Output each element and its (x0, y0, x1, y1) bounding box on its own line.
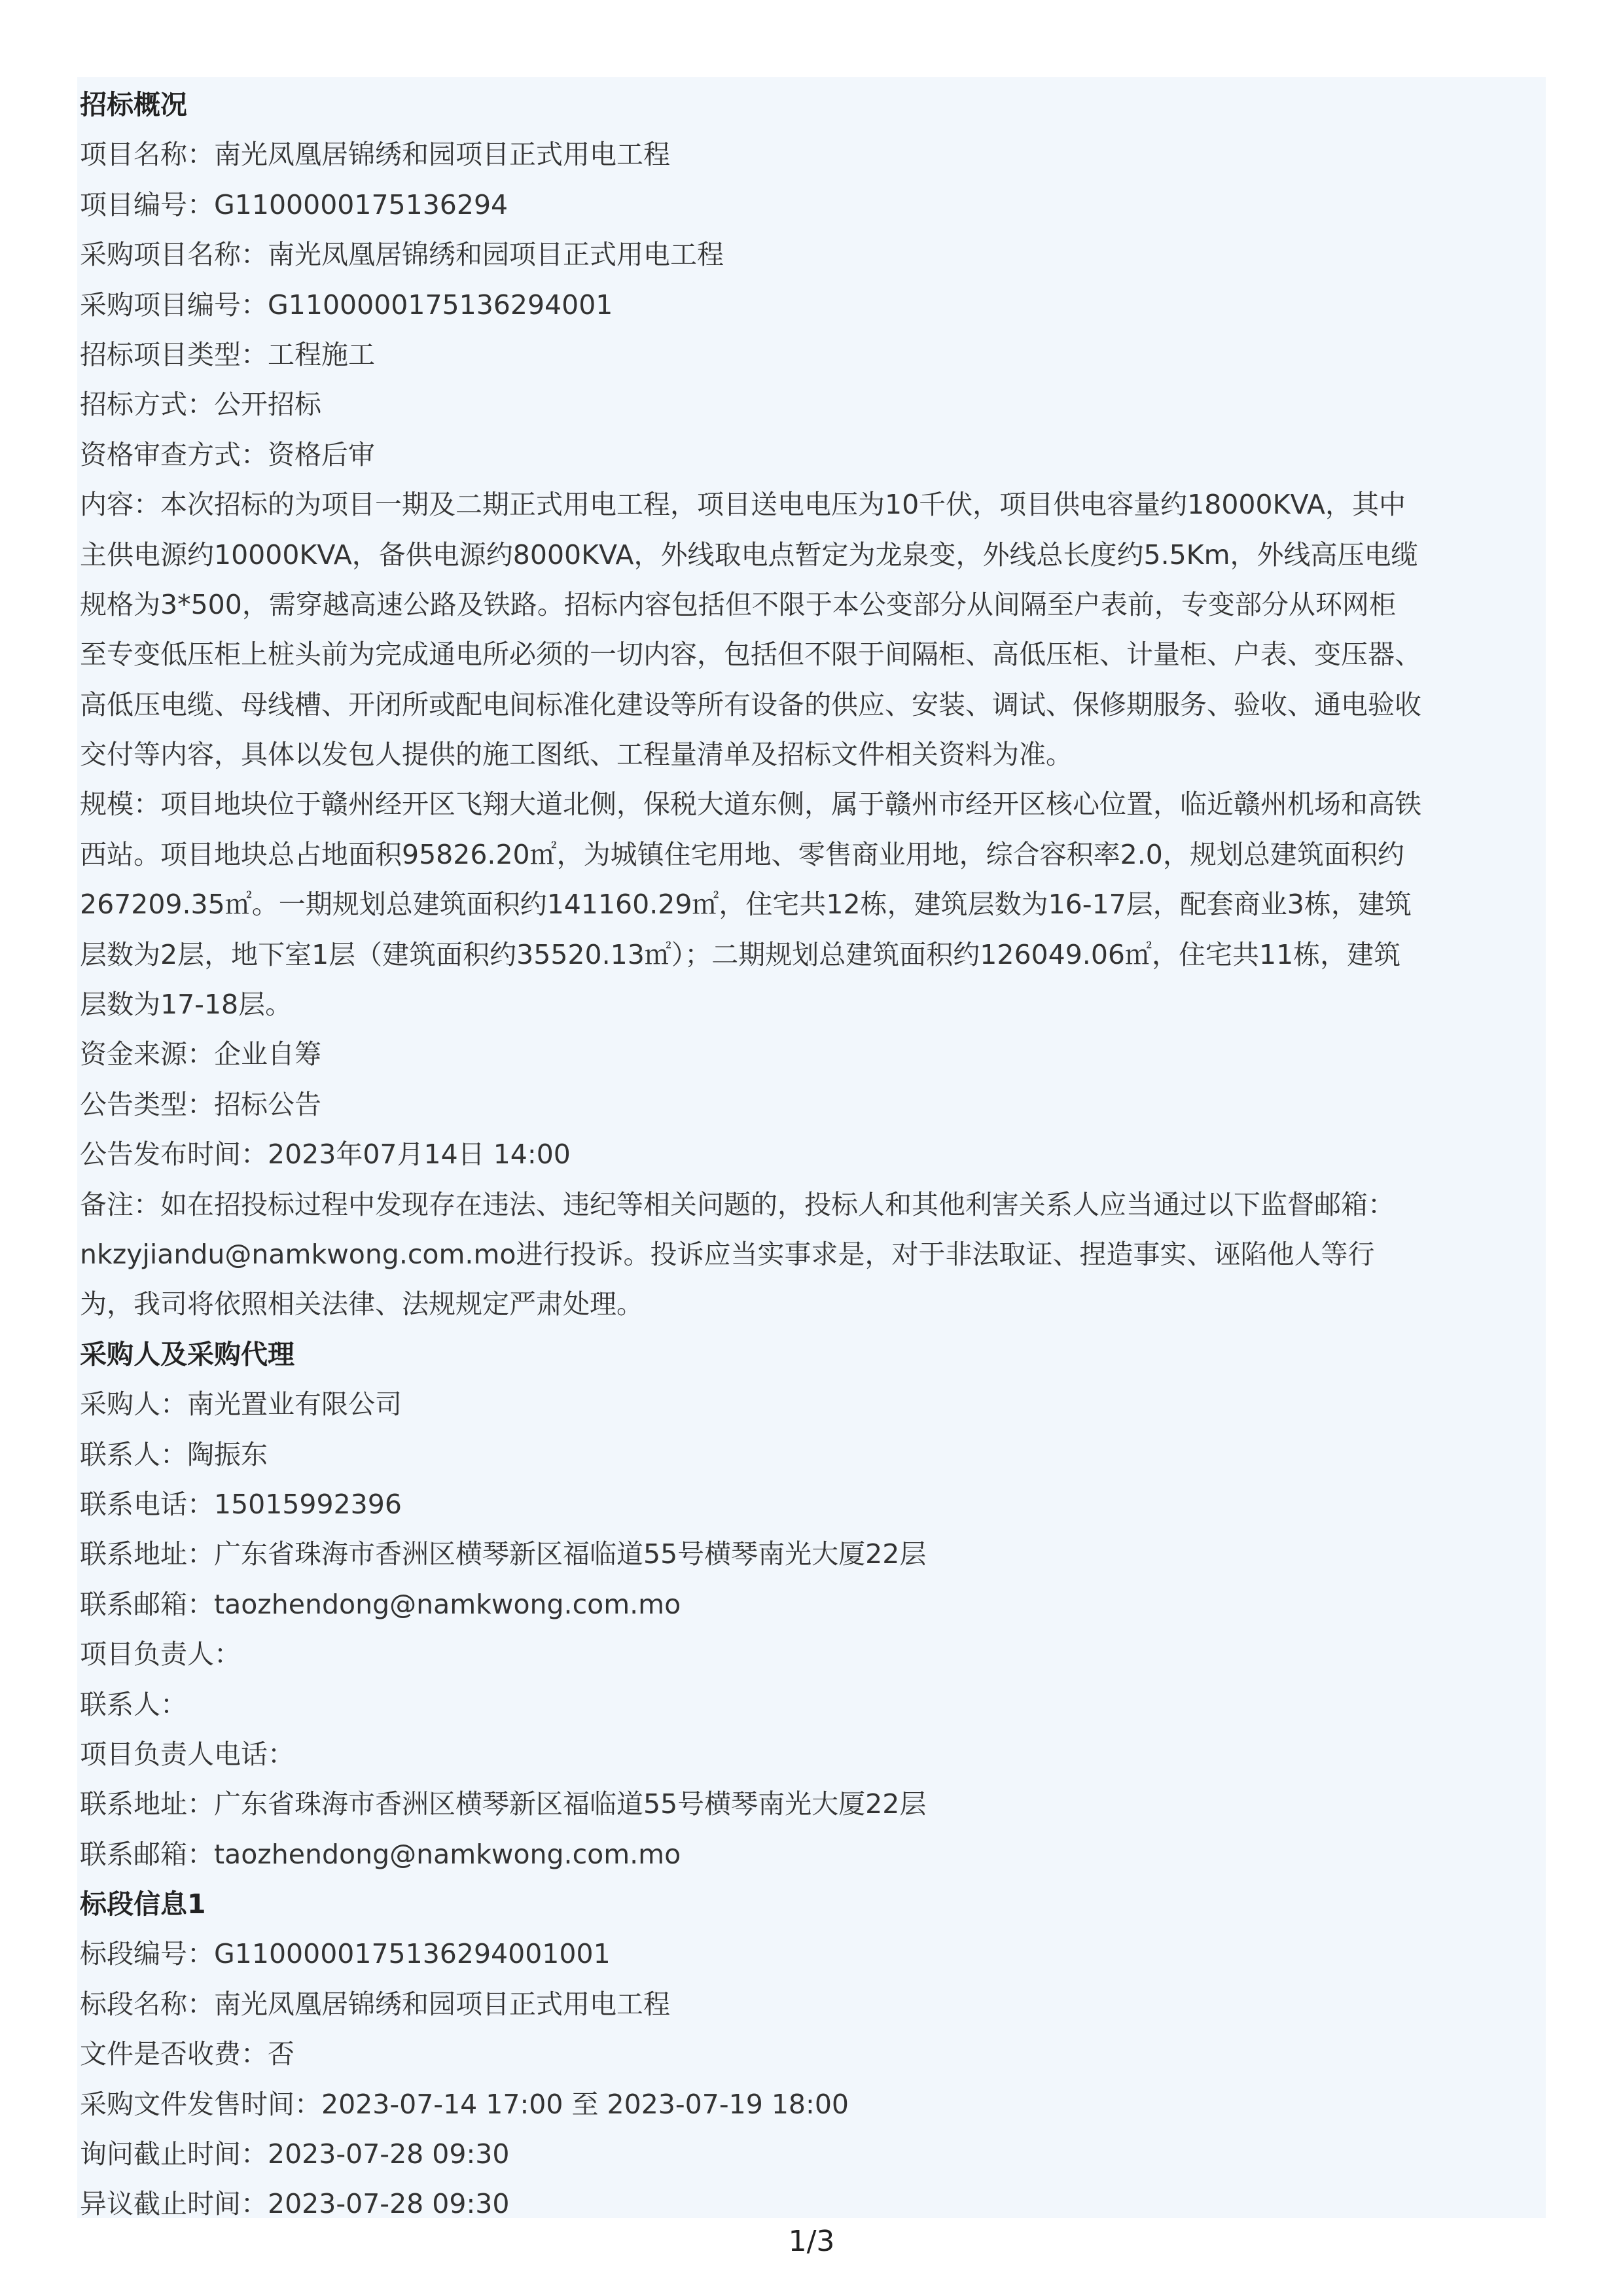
remark-line: 为，我司将依照相关法律、法规规定严肃处理。 (80, 1288, 643, 1320)
document-sale-time: 采购文件发售时间：2023-07-14 17:00 至 2023-07-19 18:00 (80, 2088, 849, 2120)
section-title-purchaser: 采购人及采购代理 (80, 1338, 294, 1370)
remark-line: 备注：如在招投标过程中发现存在违法、违纪等相关问题的，投标人和其他利害关系人应当通过以下监督邮箱： (80, 1188, 1395, 1220)
project-name: 项目名称：南光凤凰居锦绣和园项目正式用电工程 (80, 139, 670, 171)
remark-paragraph (80, 1180, 1546, 1330)
objection-deadline: 异议截止时间：2023-07-28 09:30 (80, 2188, 510, 2220)
purchaser-email: 联系邮箱：taozhendong@namkwong.com.mo (80, 1588, 681, 1620)
inquiry-deadline: 询问截止时间：2023-07-28 09:30 (80, 2138, 510, 2170)
content-line: 内容：本次招标的为项目一期及二期正式用电工程，项目送电电压为10千伏，项目供电容量约18000KVA，其中 (80, 489, 1406, 521)
agent-address: 联系地址：广东省珠海市香洲区横琴新区福临道55号横琴南光大厦22层 (80, 1788, 927, 1820)
section-title-overview: 招标概况 (80, 89, 187, 120)
content-paragraph (80, 480, 1546, 779)
project-number: 项目编号：G1100000175136294 (80, 188, 508, 221)
notice-type: 公告类型：招标公告 (80, 1088, 321, 1120)
purchase-project-name: 采购项目名称：南光凤凰居锦绣和园项目正式用电工程 (80, 239, 724, 271)
scale-line: 西站。项目地块总占地面积95826.20㎡，为城镇住宅用地、零售商业用地，综合容积率2.0，规划总建筑面积约 (80, 838, 1404, 870)
section-title-lot-1: 标段信息1 (80, 1888, 206, 1920)
funding-source: 资金来源：企业自筹 (80, 1038, 321, 1070)
purchaser-address: 联系地址：广东省珠海市香洲区横琴新区福临道55号横琴南光大厦22层 (80, 1538, 927, 1570)
agent-email: 联系邮箱：taozhendong@namkwong.com.mo (80, 1838, 681, 1870)
project-leader-phone: 项目负责人电话： (80, 1738, 294, 1770)
scale-paragraph (80, 779, 1546, 1029)
purchase-project-number: 采购项目编号：G1100000175136294001 (80, 289, 613, 321)
publish-time: 公告发布时间：2023年07月14日 14:00 (80, 1139, 571, 1171)
tender-method: 招标方式：公开招标 (80, 389, 321, 421)
remark-line: nkzyjiandu@namkwong.com.mo进行投诉。投诉应当实事求是，对于非法取证、捏造事实、诬陷他人等行 (80, 1238, 1375, 1270)
scale-line: 267209.35㎡。一期规划总建筑面积约141160.29㎡，住宅共12栋，建筑层数为16-17层，配套商业3栋，建筑 (80, 889, 1412, 921)
lot-name: 标段名称：南光凤凰居锦绣和园项目正式用电工程 (80, 1988, 670, 2020)
scale-line: 层数为2层，地下室1层（建筑面积约35520.13㎡）；二期规划总建筑面积约126049.06㎡，住宅共11栋，建筑 (80, 938, 1401, 970)
content-line: 高低压电缆、母线槽、开闭所或配电间标准化建设等所有设备的供应、安装、调试、保修期服务、验收、通电验收 (80, 688, 1421, 720)
agent-contact: 联系人： (80, 1688, 187, 1720)
tender-project-type: 招标项目类型：工程施工 (80, 338, 375, 370)
content-line: 交付等内容，具体以发包人提供的施工图纸、工程量清单及招标文件相关资料为准。 (80, 739, 1073, 771)
document-content (80, 80, 1546, 2229)
content-line: 规格为3*500，需穿越高速公路及铁路。招标内容包括但不限于本公变部分从间隔至户表前，专变部分从环网柜 (80, 588, 1396, 620)
content-line: 至专变低压柜上桩头前为完成通电所必须的一切内容，包括但不限于间隔柜、高低压柜、计量柜、户表、变压器、 (80, 639, 1421, 671)
qualification-review-method: 资格审查方式：资格后审 (80, 438, 375, 470)
document-fee: 文件是否收费：否 (80, 2038, 294, 2070)
lot-number: 标段编号：G1100000175136294001001 (80, 1938, 611, 1970)
purchaser-contact: 联系人：陶振东 (80, 1438, 268, 1470)
purchaser-name: 采购人：南光置业有限公司 (80, 1388, 402, 1421)
content-line: 主供电源约10000KVA，备供电源约8000KVA，外线取电点暂定为龙泉变，外线总长度约5.5Km，外线高压电缆 (80, 539, 1418, 571)
project-leader: 项目负责人： (80, 1638, 241, 1670)
scale-line: 规模：项目地块位于赣州经开区飞翔大道北侧，保税大道东侧，属于赣州市经开区核心位置，临近赣州机场和高铁 (80, 788, 1421, 821)
page-number: 1/3 (788, 2225, 835, 2258)
scale-line: 层数为17-18层。 (80, 989, 293, 1021)
purchaser-phone: 联系电话：15015992396 (80, 1488, 402, 1520)
